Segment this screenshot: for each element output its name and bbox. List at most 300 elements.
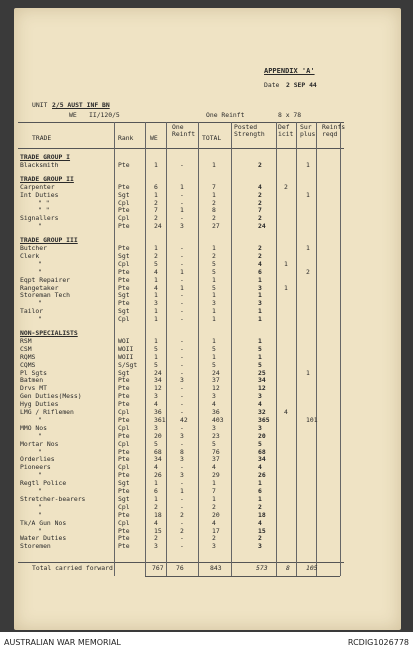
row-posted: 1 <box>258 479 262 488</box>
row-total: 1 <box>212 291 216 300</box>
row-posted: 6 <box>258 267 262 276</box>
row-trade: Tailor <box>20 307 44 316</box>
row-total: 12 <box>212 384 220 393</box>
column-header-surplus: Sur plus <box>300 123 316 138</box>
totals-deficit: 8 <box>286 564 290 572</box>
row-total: 37 <box>212 455 220 464</box>
row-posted: 2 <box>258 502 262 511</box>
row-posted: 2 <box>258 190 262 199</box>
row-total: 2 <box>212 502 216 511</box>
row-posted: 4 <box>258 400 262 409</box>
row-posted: 26 <box>258 471 266 480</box>
row-posted: 2 <box>258 214 262 223</box>
row-rank: Pte <box>118 222 130 231</box>
row-posted: 2 <box>258 534 262 543</box>
row-total: 8 <box>212 206 216 215</box>
row-reinft: - <box>180 251 184 260</box>
row-trade: Butcher <box>20 244 47 252</box>
totals-label: Total carried forward <box>32 564 113 572</box>
column-divider <box>316 122 317 576</box>
row-trade: LMG / Riflemen <box>20 408 74 416</box>
row-reinft: 1 <box>180 182 184 191</box>
row-posted: 15 <box>258 526 266 535</box>
row-total: 27 <box>212 222 220 231</box>
row-total: 1 <box>212 190 216 199</box>
row-posted: 2 <box>258 160 262 169</box>
row-rank: Cpl <box>118 502 130 511</box>
row-reinft: - <box>180 160 184 169</box>
row-posted: 4 <box>258 518 262 527</box>
row-reinft: - <box>180 384 184 393</box>
row-posted: 1 <box>258 352 262 361</box>
row-posted: 4 <box>258 259 262 268</box>
row-rank: Pte <box>118 182 130 191</box>
row-trade: " <box>38 299 42 308</box>
row-trade: Regtl Police <box>20 479 67 488</box>
row-we: 2 <box>154 502 158 511</box>
row-trade: Blacksmith <box>20 160 59 169</box>
group-title: NON-SPECIALISTS <box>20 329 78 337</box>
totals-we: 767 <box>152 564 164 572</box>
row-reinft: - <box>180 423 184 432</box>
row-rank: Pte <box>118 275 130 284</box>
row-surplus: 1 <box>306 190 310 199</box>
row-trade: " <box>38 471 42 480</box>
row-trade: " <box>38 502 42 511</box>
appendix-label: APPENDIX 'A' <box>264 67 315 75</box>
row-we: 5 <box>154 360 158 369</box>
row-total: 17 <box>212 526 220 535</box>
row-surplus: 1 <box>306 368 310 377</box>
row-reinft: 1 <box>180 206 184 215</box>
row-total: 1 <box>212 307 216 316</box>
row-trade: " " <box>38 206 50 215</box>
row-trade: " <box>38 431 42 440</box>
row-reinft: - <box>180 344 184 353</box>
row-reinft: 3 <box>180 376 184 385</box>
row-posted: 4 <box>258 463 262 472</box>
row-we: 20 <box>154 431 162 440</box>
row-rank: Pte <box>118 542 130 551</box>
row-trade: " <box>38 315 42 324</box>
row-total: 23 <box>212 431 220 440</box>
row-we: 2 <box>154 534 158 543</box>
row-trade: Water Duties <box>20 534 67 543</box>
row-total: 5 <box>212 344 216 353</box>
row-total: 2 <box>212 251 216 260</box>
row-total: 1 <box>212 479 216 488</box>
row-rank: Pte <box>118 160 130 169</box>
row-we: 4 <box>154 463 158 472</box>
row-trade: RQMS <box>20 352 36 361</box>
row-rank: Cpl <box>118 518 130 527</box>
we-label: WE <box>69 111 77 119</box>
row-rank: Cpl <box>118 408 130 416</box>
row-reinft: - <box>180 542 184 551</box>
row-reinft: - <box>180 534 184 543</box>
row-total: 2 <box>212 198 216 207</box>
row-trade: " <box>38 510 42 519</box>
row-we: 1 <box>154 275 158 284</box>
row-reinft: 2 <box>180 510 184 519</box>
row-we: 2 <box>154 214 158 223</box>
row-total: 3 <box>212 299 216 308</box>
row-posted: 32 <box>258 408 266 416</box>
row-rank: WOI <box>118 336 130 345</box>
row-we: 7 <box>154 206 158 215</box>
row-trade: MMO Nos <box>20 423 47 432</box>
row-rank: Sgt <box>118 307 130 316</box>
date-label: Date <box>264 81 280 89</box>
row-trade: Storemen <box>20 542 51 551</box>
row-reinft: 8 <box>180 447 184 456</box>
row-reinft: - <box>180 190 184 199</box>
row-total: 3 <box>212 423 216 432</box>
row-rank: Cpl <box>118 423 130 432</box>
row-reinft: - <box>180 479 184 488</box>
row-total: 1 <box>212 315 216 324</box>
row-total: 3 <box>212 392 216 401</box>
row-rank: Pte <box>118 526 130 535</box>
row-posted: 3 <box>258 542 262 551</box>
row-total: 4 <box>212 400 216 409</box>
row-we: 4 <box>154 518 158 527</box>
row-total: 5 <box>212 283 216 292</box>
row-posted: 3 <box>258 283 262 292</box>
row-reinft: - <box>180 307 184 316</box>
row-reinft: - <box>180 463 184 472</box>
row-trade: Carpenter <box>20 182 55 191</box>
row-total: 36 <box>212 408 220 416</box>
row-trade: " <box>38 267 42 276</box>
row-we: 4 <box>154 400 158 409</box>
row-we: 1 <box>154 307 158 316</box>
row-total: 1 <box>212 244 216 252</box>
row-total: 4 <box>212 518 216 527</box>
row-posted: 5 <box>258 360 262 369</box>
row-posted: 365 <box>258 415 270 424</box>
archive-name: AUSTRALIAN WAR MEMORIAL <box>4 638 121 647</box>
row-we: 12 <box>154 384 162 393</box>
row-rank: Cpl <box>118 315 130 324</box>
row-rank: Sgt <box>118 251 130 260</box>
row-posted: 25 <box>258 368 266 377</box>
we-value: II/120/5 <box>89 111 120 119</box>
row-surplus: 1 <box>306 244 310 252</box>
row-total: 1 <box>212 275 216 284</box>
row-trade: Mortar Nos <box>20 439 59 448</box>
row-trade: Pl Sgts <box>20 368 47 377</box>
row-reinft: 3 <box>180 222 184 231</box>
row-reinft: 1 <box>180 487 184 495</box>
row-we: 4 <box>154 283 158 292</box>
row-we: 24 <box>154 222 162 231</box>
row-reinft: - <box>180 336 184 345</box>
row-trade: Stretcher-bearers <box>20 494 86 503</box>
row-reinft: - <box>180 518 184 527</box>
row-total: 403 <box>212 415 224 424</box>
row-posted: 68 <box>258 447 266 456</box>
row-rank: Pte <box>118 244 130 252</box>
row-we: 2 <box>154 251 158 260</box>
row-we: 5 <box>154 259 158 268</box>
row-rank: Pte <box>118 299 130 308</box>
reinft-formula: 8 x 78 <box>278 111 302 119</box>
column-divider <box>145 122 146 576</box>
totals-posted: 573 <box>256 564 268 572</box>
row-total: 20 <box>212 510 220 519</box>
row-total: 7 <box>212 182 216 191</box>
row-trade: CQMS <box>20 360 36 369</box>
row-posted: 2 <box>258 244 262 252</box>
row-total: 3 <box>212 542 216 551</box>
row-reinft: - <box>180 494 184 503</box>
row-trade: Batmen <box>20 376 44 385</box>
row-total: 4 <box>212 463 216 472</box>
column-header-reinft-reqd: Reinfs reqd <box>322 123 346 138</box>
row-we: 1 <box>154 160 158 169</box>
row-total: 29 <box>212 471 220 480</box>
table-bottom-rule <box>145 576 340 577</box>
row-deficit: 4 <box>284 408 288 416</box>
archive-ref: RCDIG1026778 <box>347 638 409 647</box>
row-posted: 3 <box>258 392 262 401</box>
row-posted: 20 <box>258 431 266 440</box>
row-reinft: - <box>180 214 184 223</box>
row-trade: Rangetaker <box>20 283 59 292</box>
row-trade: Int Duties <box>20 190 59 199</box>
row-rank: Pte <box>118 283 130 292</box>
row-rank: WOII <box>118 344 134 353</box>
group-title: TRADE GROUP I <box>20 153 71 161</box>
row-posted: 1 <box>258 275 262 284</box>
row-trade: " <box>38 415 42 424</box>
row-rank: Sgt <box>118 190 130 199</box>
row-posted: 3 <box>258 299 262 308</box>
column-divider <box>340 122 341 576</box>
row-trade: CSM <box>20 344 32 353</box>
row-reinft: - <box>180 259 184 268</box>
row-trade: Storeman Tech <box>20 291 71 300</box>
row-rank: Cpl <box>118 214 130 223</box>
unit-label: UNIT <box>32 101 48 109</box>
row-reinft: - <box>180 244 184 252</box>
row-posted: 34 <box>258 376 266 385</box>
row-trade: " <box>38 259 42 268</box>
column-header-one-reinft: One Reinft <box>172 123 196 138</box>
row-posted: 12 <box>258 384 266 393</box>
row-rank: Pte <box>118 487 130 495</box>
row-total: 76 <box>212 447 220 456</box>
row-surplus: 2 <box>306 267 310 276</box>
row-we: 24 <box>154 368 162 377</box>
row-posted: 34 <box>258 455 266 464</box>
row-rank: WOII <box>118 352 134 361</box>
row-reinft: - <box>180 368 184 377</box>
row-deficit: 2 <box>284 182 288 191</box>
column-divider <box>166 122 167 576</box>
row-total: 7 <box>212 487 216 495</box>
row-rank: Cpl <box>118 259 130 268</box>
row-trade: " <box>38 487 42 495</box>
row-posted: 7 <box>258 206 262 215</box>
column-divider <box>231 122 232 576</box>
row-total: 5 <box>212 360 216 369</box>
row-we: 1 <box>154 352 158 361</box>
row-total: 1 <box>212 336 216 345</box>
row-reinft: - <box>180 352 184 361</box>
row-we: 34 <box>154 455 162 464</box>
row-posted: 18 <box>258 510 266 519</box>
date-value: 2 SEP 44 <box>286 81 317 89</box>
reinft-note: One Reinft <box>206 111 245 119</box>
row-total: 24 <box>212 368 220 377</box>
row-deficit: 1 <box>284 283 288 292</box>
row-we: 4 <box>154 267 158 276</box>
row-rank: Pte <box>118 447 130 456</box>
row-posted: 1 <box>258 291 262 300</box>
row-trade: Signallers <box>20 214 59 223</box>
row-total: 1 <box>212 494 216 503</box>
row-rank: Pte <box>118 267 130 276</box>
row-trade: Hyg Duties <box>20 400 59 409</box>
column-divider <box>276 122 277 576</box>
row-posted: 24 <box>258 222 266 231</box>
row-rank: Cpl <box>118 463 130 472</box>
row-trade: Pioneers <box>20 463 51 472</box>
row-posted: 4 <box>258 182 262 191</box>
row-rank: Pte <box>118 534 130 543</box>
row-trade: Clerk <box>20 251 40 260</box>
row-trade: " <box>38 526 42 535</box>
row-posted: 6 <box>258 487 262 495</box>
row-we: 68 <box>154 447 162 456</box>
row-trade: Tk/A Gun Nos <box>20 518 67 527</box>
row-posted: 1 <box>258 494 262 503</box>
unit-value: 2/5 AUST INF BN <box>52 101 110 109</box>
totals-reinft: 76 <box>176 564 184 572</box>
row-posted: 1 <box>258 315 262 324</box>
row-we: 3 <box>154 392 158 401</box>
archive-footer <box>0 632 413 654</box>
row-total: 5 <box>212 439 216 448</box>
row-we: 5 <box>154 344 158 353</box>
row-we: 1 <box>154 244 158 252</box>
column-header-rank: Rank <box>118 134 134 142</box>
row-rank: Pte <box>118 455 130 464</box>
row-reinft: 3 <box>180 471 184 480</box>
row-rank: Sgt <box>118 291 130 300</box>
column-header-we: WE <box>150 134 158 142</box>
row-we: 1 <box>154 336 158 345</box>
row-reinft: 3 <box>180 455 184 464</box>
row-we: 26 <box>154 471 162 480</box>
column-header-posted: Posted Strength <box>234 123 265 138</box>
row-posted: 5 <box>258 439 262 448</box>
group-title: TRADE GROUP II <box>20 174 74 183</box>
row-rank: Sgt <box>118 479 130 488</box>
column-header-deficit: Def icit <box>278 123 294 138</box>
row-reinft: - <box>180 275 184 284</box>
column-divider <box>198 122 199 576</box>
row-reinft: 1 <box>180 267 184 276</box>
row-total: 5 <box>212 259 216 268</box>
row-trade: RSM <box>20 336 32 345</box>
row-trade: Eqpt Repairer <box>20 275 71 284</box>
row-trade: " <box>38 447 42 456</box>
row-rank: Sgt <box>118 494 130 503</box>
row-we: 15 <box>154 526 162 535</box>
row-we: 3 <box>154 299 158 308</box>
row-we: 361 <box>154 415 166 424</box>
row-reinft: - <box>180 291 184 300</box>
row-we: 6 <box>154 182 158 191</box>
row-reinft: - <box>180 502 184 511</box>
row-rank: Pte <box>118 206 130 215</box>
row-posted: 1 <box>258 336 262 345</box>
row-posted: 2 <box>258 251 262 260</box>
row-total: 5 <box>212 267 216 276</box>
group-title: TRADE GROUP III <box>20 236 78 245</box>
row-total: 2 <box>212 534 216 543</box>
row-we: 6 <box>154 487 158 495</box>
row-reinft: - <box>180 408 184 416</box>
row-total: 1 <box>212 160 216 169</box>
row-reinft: - <box>180 299 184 308</box>
row-rank: S/Sgt <box>118 360 138 369</box>
row-we: 3 <box>154 423 158 432</box>
row-posted: 1 <box>258 307 262 316</box>
row-reinft: - <box>180 198 184 207</box>
row-total: 2 <box>212 214 216 223</box>
column-header-total: TOTAL <box>202 134 222 142</box>
row-posted: 3 <box>258 423 262 432</box>
row-we: 3 <box>154 542 158 551</box>
row-reinft: 2 <box>180 526 184 535</box>
row-trade: Drvs MT <box>20 384 47 393</box>
row-rank: Pte <box>118 431 130 440</box>
totals-surplus: 105 <box>306 564 318 572</box>
row-rank: Cpl <box>118 198 130 207</box>
row-rank: Pte <box>118 392 130 401</box>
row-we: 5 <box>154 439 158 448</box>
document-page <box>14 8 401 630</box>
row-we: 1 <box>154 479 158 488</box>
row-posted: 5 <box>258 344 262 353</box>
row-reinft: 42 <box>180 415 188 424</box>
row-we: 1 <box>154 190 158 199</box>
row-reinft: - <box>180 360 184 369</box>
row-rank: Pte <box>118 415 130 424</box>
row-posted: 2 <box>258 198 262 207</box>
row-rank: Sgt <box>118 368 130 377</box>
row-surplus: 1 <box>306 160 310 169</box>
row-we: 2 <box>154 198 158 207</box>
row-trade: " <box>38 222 42 231</box>
row-total: 37 <box>212 376 220 385</box>
row-we: 36 <box>154 408 162 416</box>
row-rank: Pte <box>118 471 130 480</box>
row-we: 34 <box>154 376 162 385</box>
column-divider <box>114 122 115 576</box>
totals-total: 843 <box>210 564 222 572</box>
row-trade: " " <box>38 198 50 207</box>
row-we: 1 <box>154 291 158 300</box>
row-reinft: - <box>180 439 184 448</box>
row-we: 1 <box>154 494 158 503</box>
row-reinft: 1 <box>180 283 184 292</box>
row-we: 18 <box>154 510 162 519</box>
